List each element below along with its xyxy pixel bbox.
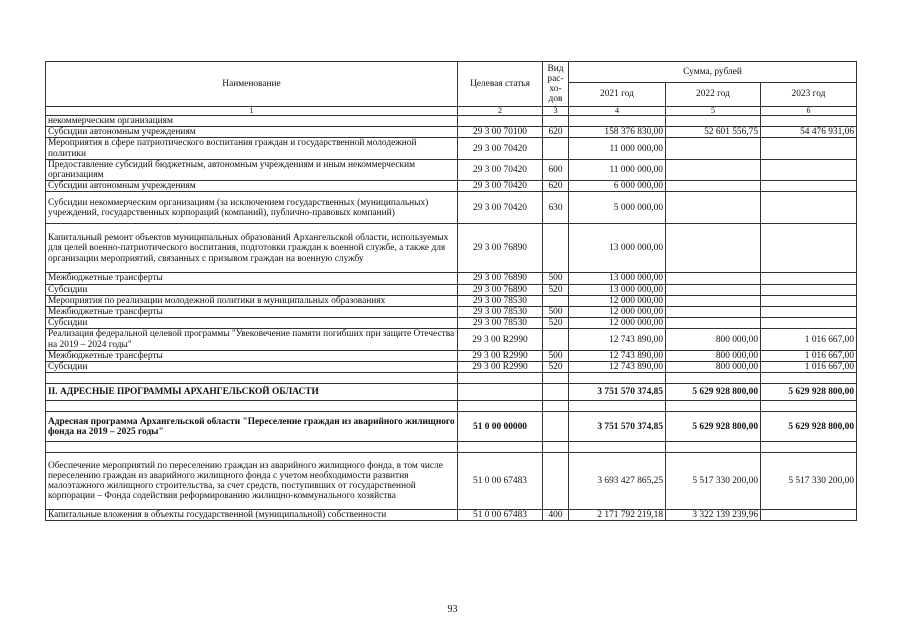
row-expense-type	[543, 295, 569, 306]
row-target-code: 29 3 00 70420	[458, 138, 543, 159]
row-sum-2023: 5 629 928 800,00	[761, 412, 857, 442]
row-expense-type	[543, 384, 569, 401]
row-sum-2021: 12 000 000,00	[569, 295, 666, 306]
row-name	[46, 401, 458, 412]
row-sum-2021	[569, 116, 666, 127]
row-sum-2023	[761, 224, 857, 273]
row-sum-2022	[666, 273, 761, 284]
row-name: II. АДРЕСНЫЕ ПРОГРАММЫ АРХАНГЕЛЬСКОЙ ОБЛАСТИ	[46, 384, 458, 401]
row-expense-type	[543, 373, 569, 384]
row-target-code: 29 3 00 78530	[458, 318, 543, 329]
row-sum-2023	[761, 401, 857, 412]
row-name: Субсидии автономным учреждениям	[46, 181, 458, 192]
header-sum: Сумма, рублей	[569, 62, 857, 83]
table-row	[46, 318, 857, 329]
row-sum-2022	[666, 159, 761, 180]
row-sum-2023	[761, 318, 857, 329]
row-sum-2021: 12 000 000,00	[569, 307, 666, 318]
row-expense-type: 630	[543, 192, 569, 224]
row-name: Обеспечение мероприятий по переселению граждан из аварийного жилищного фонда, в том числе переселению граждан из аварийного жилищного фонда с учетом необходимости развития малоэтажного жилищного строительства, за счет средств, поступивших от государственной корпорации – Фонда содействия реформированию жилищно-коммунального хозяйства	[46, 453, 458, 510]
table-row	[46, 384, 857, 401]
table-row	[46, 295, 857, 306]
row-expense-type	[543, 224, 569, 273]
row-target-code	[458, 373, 543, 384]
row-sum-2021: 12 743 890,00	[569, 350, 666, 361]
row-expense-type	[543, 412, 569, 442]
row-sum-2022: 5 629 928 800,00	[666, 384, 761, 401]
header-2022: 2022 год	[666, 83, 761, 107]
row-target-code: 51 0 00 67483	[458, 510, 543, 521]
row-sum-2021: 13 000 000,00	[569, 284, 666, 295]
header-name: Наименование	[46, 62, 458, 107]
table-row	[46, 192, 857, 224]
row-expense-type: 520	[543, 362, 569, 373]
row-name: Субсидии	[46, 284, 458, 295]
row-target-code: 29 3 00 76890	[458, 273, 543, 284]
col-number: 1	[46, 107, 458, 116]
row-name: Межбюджетные трансферты	[46, 273, 458, 284]
header-row-1	[46, 62, 857, 83]
row-name: Реализация федеральной целевой программы "Увековечение памяти погибших при защите Отечества на 2019 – 2024 годы"	[46, 329, 458, 350]
row-sum-2023: 1 016 667,00	[761, 362, 857, 373]
row-sum-2023	[761, 284, 857, 295]
row-sum-2021: 3 751 570 374,85	[569, 412, 666, 442]
row-name: Капитальные вложения в объекты государственной (муниципальной) собственности	[46, 510, 458, 521]
row-sum-2021: 2 171 792 219,18	[569, 510, 666, 521]
row-sum-2022: 52 601 556,75	[666, 127, 761, 138]
row-sum-2021: 6 000 000,00	[569, 181, 666, 192]
row-name	[46, 373, 458, 384]
row-sum-2022	[666, 295, 761, 306]
row-sum-2022	[666, 442, 761, 453]
spacer-row	[46, 442, 857, 453]
row-name: Субсидии	[46, 362, 458, 373]
row-sum-2023	[761, 273, 857, 284]
row-expense-type: 520	[543, 284, 569, 295]
row-expense-type	[543, 401, 569, 412]
row-sum-2023	[761, 442, 857, 453]
row-sum-2022: 800 000,00	[666, 362, 761, 373]
row-target-code: 29 3 00 70420	[458, 192, 543, 224]
row-expense-type: 400	[543, 510, 569, 521]
col-number: 4	[569, 107, 666, 116]
row-sum-2023: 1 016 667,00	[761, 350, 857, 361]
row-sum-2023	[761, 295, 857, 306]
table-row	[46, 329, 857, 350]
table-row	[46, 116, 857, 127]
row-name: Субсидии автономным учреждениям	[46, 127, 458, 138]
row-sum-2022	[666, 307, 761, 318]
row-sum-2022: 3 322 139 239,96	[666, 510, 761, 521]
row-sum-2023	[761, 373, 857, 384]
row-sum-2021: 12 000 000,00	[569, 318, 666, 329]
row-sum-2022	[666, 138, 761, 159]
row-sum-2023: 5 629 928 800,00	[761, 384, 857, 401]
row-sum-2022	[666, 284, 761, 295]
row-sum-2023	[761, 192, 857, 224]
row-sum-2023	[761, 138, 857, 159]
row-expense-type	[543, 329, 569, 350]
row-target-code: 29 3 00 R2990	[458, 329, 543, 350]
table-row	[46, 138, 857, 159]
table-row	[46, 273, 857, 284]
table-row	[46, 224, 857, 273]
row-target-code: 29 3 00 R2990	[458, 362, 543, 373]
row-sum-2021: 3 751 570 374,85	[569, 384, 666, 401]
row-sum-2021: 12 743 890,00	[569, 329, 666, 350]
row-target-code	[458, 116, 543, 127]
row-expense-type: 620	[543, 181, 569, 192]
row-expense-type: 620	[543, 127, 569, 138]
row-name: Мероприятия в сфере патриотического воспитания граждан и государственной молодежной политики	[46, 138, 458, 159]
row-sum-2023	[761, 116, 857, 127]
row-target-code: 29 3 00 78530	[458, 307, 543, 318]
row-target-code: 51 0 00 00000	[458, 412, 543, 442]
row-target-code: 29 3 00 70420	[458, 159, 543, 180]
row-target-code: 29 3 00 70100	[458, 127, 543, 138]
row-target-code: 29 3 00 R2990	[458, 350, 543, 361]
row-sum-2021: 158 376 830,00	[569, 127, 666, 138]
row-sum-2022: 800 000,00	[666, 329, 761, 350]
row-name: Предоставление субсидий бюджетным, автономным учреждениям и иным некоммерческим организациям	[46, 159, 458, 180]
row-expense-type	[543, 442, 569, 453]
row-sum-2021: 12 743 890,00	[569, 362, 666, 373]
header-2021: 2021 год	[569, 83, 666, 107]
table-body	[46, 116, 857, 521]
col-number: 2	[458, 107, 543, 116]
row-sum-2023	[761, 181, 857, 192]
table-row	[46, 350, 857, 361]
row-sum-2021: 13 000 000,00	[569, 273, 666, 284]
row-name: Межбюджетные трансферты	[46, 350, 458, 361]
row-name: Капитальный ремонт объектов муниципальных образований Архангельской области, используемых для целей военно-патриотического воспитания, подготовки граждан к военной службе, а также для организации мероприятий, связанных с призывом граждан на военную службу	[46, 224, 458, 273]
row-expense-type: 500	[543, 307, 569, 318]
row-sum-2021	[569, 373, 666, 384]
spacer-row	[46, 373, 857, 384]
row-sum-2021	[569, 401, 666, 412]
row-sum-2022	[666, 192, 761, 224]
row-sum-2021: 3 693 427 865,25	[569, 453, 666, 510]
row-name: Мероприятия по реализации молодежной политики в муниципальных образованиях	[46, 295, 458, 306]
row-sum-2022	[666, 401, 761, 412]
row-target-code	[458, 401, 543, 412]
row-name: некоммерческим организациям	[46, 116, 458, 127]
row-sum-2023: 54 476 931,06	[761, 127, 857, 138]
header-target: Целевая статья	[458, 62, 543, 107]
row-target-code	[458, 384, 543, 401]
row-sum-2021	[569, 442, 666, 453]
row-sum-2023: 5 517 330 200,00	[761, 453, 857, 510]
row-sum-2021: 5 000 000,00	[569, 192, 666, 224]
row-name: Субсидии некоммерческим организациям (за исключением государственных (муниципальных) учреждений, государственных корпораций (компаний), публично-правовых компаний)	[46, 192, 458, 224]
table-row	[46, 159, 857, 180]
row-sum-2021: 11 000 000,00	[569, 138, 666, 159]
row-target-code: 29 3 00 76890	[458, 224, 543, 273]
header-numbers	[46, 107, 857, 116]
row-expense-type: 500	[543, 350, 569, 361]
page-number: 93	[447, 604, 458, 615]
col-number: 6	[761, 107, 857, 116]
spacer-row	[46, 401, 857, 412]
row-target-code: 29 3 00 78530	[458, 295, 543, 306]
row-sum-2023	[761, 510, 857, 521]
row-sum-2022	[666, 181, 761, 192]
row-expense-type: 600	[543, 159, 569, 180]
row-sum-2022	[666, 116, 761, 127]
row-sum-2022	[666, 373, 761, 384]
table-row	[46, 412, 857, 442]
table-row	[46, 453, 857, 510]
table-row	[46, 307, 857, 318]
table-row	[46, 127, 857, 138]
row-sum-2023	[761, 159, 857, 180]
row-expense-type	[543, 453, 569, 510]
row-name	[46, 442, 458, 453]
row-target-code: 29 3 00 76890	[458, 284, 543, 295]
row-sum-2022: 5 629 928 800,00	[666, 412, 761, 442]
row-sum-2021: 11 000 000,00	[569, 159, 666, 180]
row-expense-type: 500	[543, 273, 569, 284]
row-expense-type	[543, 116, 569, 127]
row-sum-2022: 800 000,00	[666, 350, 761, 361]
row-sum-2022	[666, 224, 761, 273]
row-expense-type	[543, 138, 569, 159]
row-target-code	[458, 442, 543, 453]
row-expense-type: 520	[543, 318, 569, 329]
row-target-code: 51 0 00 67483	[458, 453, 543, 510]
row-sum-2022	[666, 318, 761, 329]
header-2023: 2023 год	[761, 83, 857, 107]
table-row	[46, 181, 857, 192]
table-row	[46, 362, 857, 373]
row-target-code: 29 3 00 70420	[458, 181, 543, 192]
row-name: Межбюджетные трансферты	[46, 307, 458, 318]
row-name: Адресная программа Архангельской области "Переселение граждан из аварийного жилищного фонда на 2019 – 2025 годы"	[46, 412, 458, 442]
budget-table	[45, 61, 857, 521]
table-row	[46, 510, 857, 521]
table-row	[46, 284, 857, 295]
col-number: 5	[666, 107, 761, 116]
row-sum-2023	[761, 307, 857, 318]
row-name: Субсидии	[46, 318, 458, 329]
col-number: 3	[543, 107, 569, 116]
row-sum-2023: 1 016 667,00	[761, 329, 857, 350]
header-vid: Вид рас-хо-дов	[543, 62, 569, 107]
row-sum-2021: 13 000 000,00	[569, 224, 666, 273]
row-sum-2022: 5 517 330 200,00	[666, 453, 761, 510]
